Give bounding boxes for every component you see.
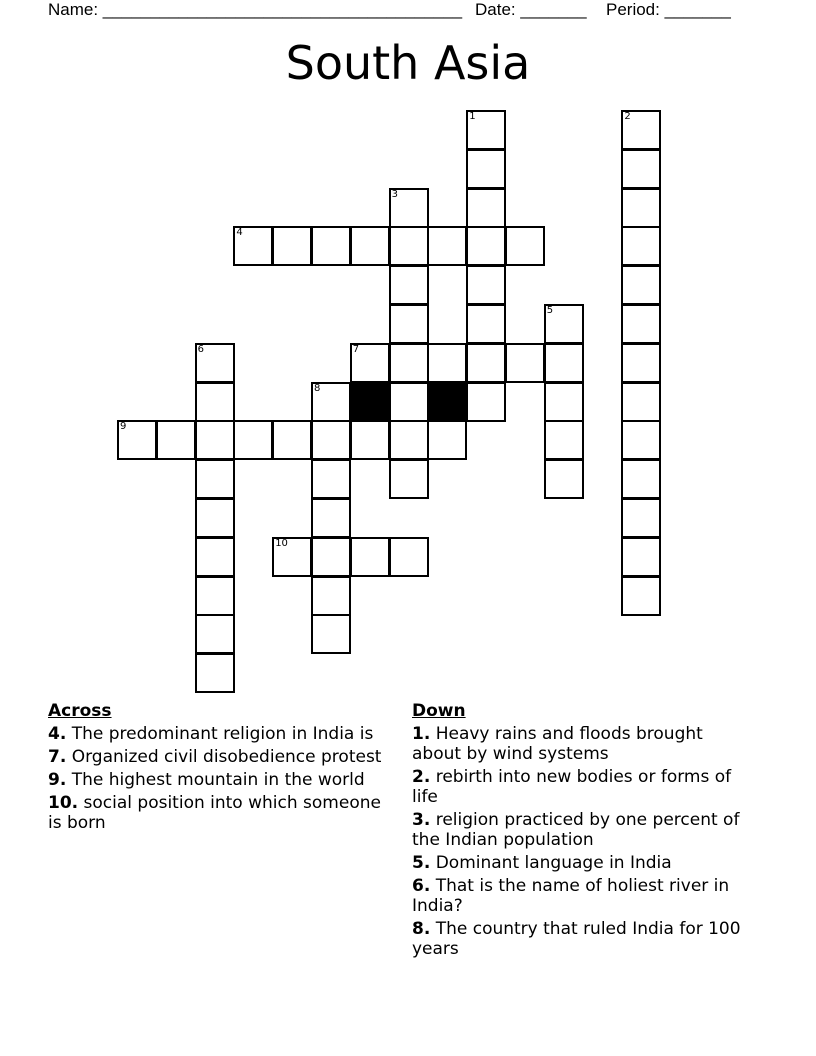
crossword-cell[interactable] <box>621 304 661 344</box>
clue-text: Heavy rains and floods brought about by wind systems <box>412 724 703 764</box>
across-clues <box>48 701 398 836</box>
crossword-cell[interactable] <box>466 382 506 422</box>
crossword-cell[interactable] <box>544 459 584 499</box>
name-label[interactable]: Name: ______________________________________ <box>48 0 463 19</box>
crossword-cell[interactable] <box>427 420 467 460</box>
crossword-cell[interactable] <box>389 382 429 422</box>
crossword-cell[interactable] <box>466 110 506 150</box>
crossword-cell[interactable] <box>389 188 429 228</box>
clue-text: rebirth into new bodies or forms of life <box>412 767 732 807</box>
down-clue <box>412 876 757 916</box>
clue-number: 4. <box>48 724 67 744</box>
header-line <box>0 0 816 22</box>
clue-number: 10. <box>48 793 79 813</box>
crossword-cell[interactable] <box>544 343 584 383</box>
crossword-cell[interactable] <box>621 382 661 422</box>
crossword-cell[interactable] <box>544 304 584 344</box>
crossword-cell[interactable] <box>505 343 545 383</box>
date-label[interactable]: Date: _______ <box>475 0 587 19</box>
clue-text: The highest mountain in the world <box>71 770 365 790</box>
down-clue <box>412 724 757 764</box>
clue-text: The country that ruled India for 100 years <box>412 919 741 959</box>
crossword-cell[interactable] <box>621 459 661 499</box>
crossword-cell[interactable] <box>621 226 661 266</box>
crossword-cell[interactable] <box>311 614 351 654</box>
crossword-cell[interactable] <box>195 576 235 616</box>
crossword-cell[interactable] <box>466 265 506 305</box>
page-title: South Asia <box>285 36 531 90</box>
cell-number: 2 <box>624 111 631 122</box>
crossword-cell[interactable] <box>621 537 661 577</box>
crossword-cell[interactable] <box>350 343 390 383</box>
cell-number: 6 <box>197 343 204 355</box>
crossword-cell[interactable] <box>427 226 467 266</box>
crossword-cell[interactable] <box>195 653 235 693</box>
crossword-cell[interactable] <box>311 576 351 616</box>
crossword-cell[interactable] <box>311 498 351 538</box>
clue-text: social position into which someone is born <box>48 793 381 833</box>
down-clue <box>412 919 757 959</box>
crossword-cell[interactable] <box>156 420 196 460</box>
clue-text: Organized civil disobedience protest <box>71 747 382 767</box>
crossword-cell[interactable] <box>389 459 429 499</box>
cell-number: 7 <box>352 343 360 355</box>
cell-number: 5 <box>546 305 554 316</box>
cell-number: 3 <box>391 188 398 200</box>
crossword-cell[interactable] <box>117 420 157 460</box>
crossword-cell[interactable] <box>195 614 235 654</box>
crossword-cell[interactable] <box>621 188 661 228</box>
crossword-cell[interactable] <box>272 420 312 460</box>
crossword-cell[interactable] <box>350 537 390 577</box>
clue-number: 1. <box>412 724 431 744</box>
crossword-cell[interactable] <box>621 149 661 189</box>
clue-text: The predominant religion in India is <box>71 724 374 744</box>
crossword-cell[interactable] <box>621 576 661 616</box>
crossword-cell[interactable] <box>311 420 351 460</box>
clue-number: 5. <box>412 853 431 873</box>
down-clue <box>412 853 757 873</box>
crossword-cell[interactable] <box>233 226 273 266</box>
down-clue <box>412 767 757 807</box>
crossword-cell[interactable] <box>427 343 467 383</box>
crossword-cell[interactable] <box>195 498 235 538</box>
crossword-cell[interactable] <box>621 420 661 460</box>
across-clue <box>48 724 398 744</box>
clue-text: religion practiced by one percent of the Indian population <box>412 810 740 850</box>
crossword-cell[interactable] <box>350 420 390 460</box>
clue-number: 8. <box>412 919 431 939</box>
crossword-cell[interactable] <box>466 343 506 383</box>
crossword-cell[interactable] <box>195 459 235 499</box>
clue-number: 3. <box>412 810 431 830</box>
crossword-cell[interactable] <box>195 537 235 577</box>
crossword-cell[interactable] <box>195 343 235 383</box>
crossword-cell[interactable] <box>311 537 351 577</box>
crossword-cell[interactable] <box>389 226 429 266</box>
across-clue <box>48 793 398 833</box>
crossword-cell[interactable] <box>466 226 506 266</box>
crossword-cell[interactable] <box>389 343 429 383</box>
crossword-cell[interactable] <box>544 382 584 422</box>
crossword-cell[interactable] <box>621 110 661 150</box>
crossword-cell[interactable] <box>505 226 545 266</box>
across-clue <box>48 747 398 767</box>
crossword-cell[interactable] <box>389 265 429 305</box>
period-label[interactable]: Period: _______ <box>606 0 731 19</box>
clue-text: That is the name of holiest river in India? <box>412 876 730 916</box>
crossword-cell[interactable] <box>233 420 273 460</box>
clue-text: Dominant language in India <box>435 853 672 873</box>
cell-number: 1 <box>469 111 476 122</box>
cell-number: 10 <box>275 537 288 549</box>
crossword-cell[interactable] <box>272 537 312 577</box>
clue-number: 2. <box>412 767 431 787</box>
clue-number: 6. <box>412 876 431 896</box>
crossword-cell[interactable] <box>621 498 661 538</box>
crossword-cell[interactable] <box>195 382 235 422</box>
across-heading: Across <box>48 701 112 721</box>
crossword-cell[interactable] <box>311 382 351 422</box>
cell-number: 9 <box>120 421 127 433</box>
crossword-cell[interactable] <box>621 265 661 305</box>
crossword-cell[interactable] <box>621 343 661 383</box>
down-clue <box>412 810 757 850</box>
crossword-cell[interactable] <box>389 304 429 344</box>
cell-number: 4 <box>236 227 243 239</box>
crossword-cell[interactable] <box>311 226 351 266</box>
blocked-cell <box>350 382 390 422</box>
down-heading: Down <box>412 701 466 721</box>
crossword-cell[interactable] <box>466 304 506 344</box>
blocked-cell <box>427 382 467 422</box>
across-clue <box>48 770 398 790</box>
crossword-cell[interactable] <box>389 420 429 460</box>
clue-number: 7. <box>48 747 67 767</box>
crossword-cell[interactable] <box>272 226 312 266</box>
crossword-cell[interactable] <box>466 188 506 228</box>
crossword-cell[interactable] <box>195 420 235 460</box>
crossword-cell[interactable] <box>311 459 351 499</box>
crossword-cell[interactable] <box>466 149 506 189</box>
cell-number: 8 <box>314 382 321 394</box>
clue-number: 9. <box>48 770 67 790</box>
crossword-cell[interactable] <box>389 537 429 577</box>
crossword-cell[interactable] <box>350 226 390 266</box>
down-clues <box>412 701 757 962</box>
crossword-cell[interactable] <box>544 420 584 460</box>
